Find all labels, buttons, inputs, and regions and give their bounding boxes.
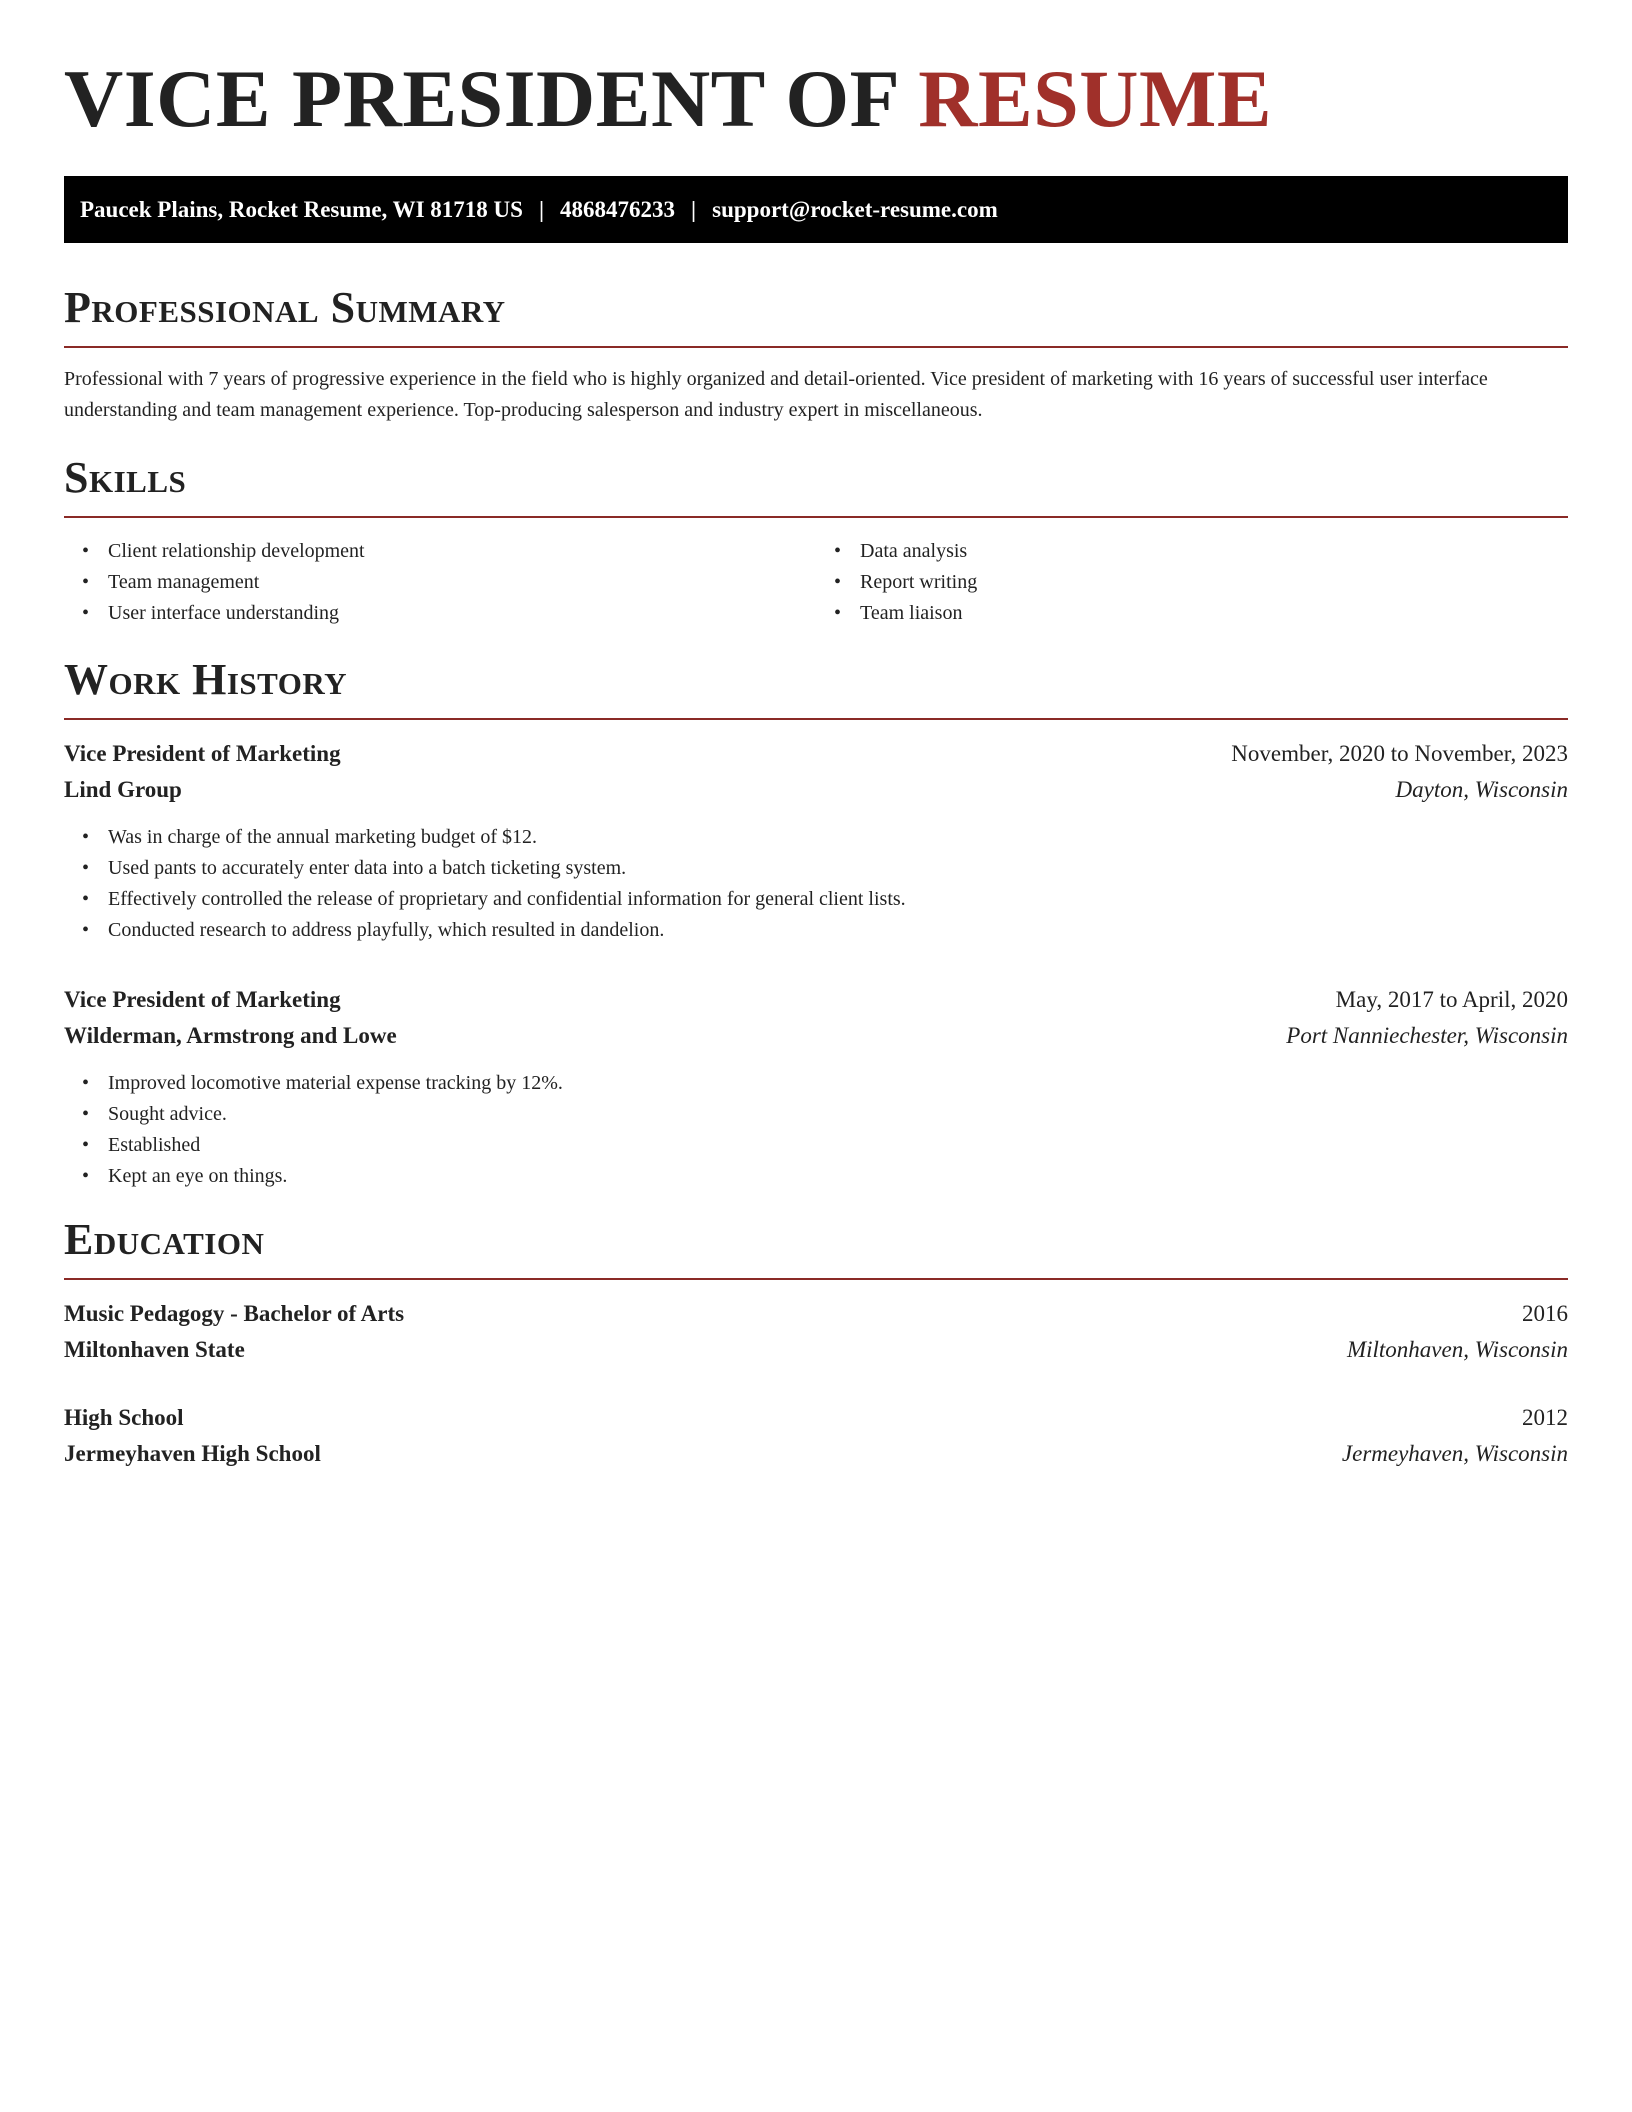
contact-separator: | xyxy=(691,196,697,222)
contact-address: Paucek Plains, Rocket Resume, WI 81718 US xyxy=(80,196,523,222)
work-heading: Work History xyxy=(64,655,348,704)
summary-heading: Professional Summary xyxy=(64,283,506,332)
job-location: Port Nanniechester, Wisconsin xyxy=(1286,1023,1568,1049)
job-dates: November, 2020 to November, 2023 xyxy=(1231,741,1568,767)
contact-bar xyxy=(64,176,1568,243)
skill-item: • Client relationship development xyxy=(108,536,816,567)
job-bullet: • Established xyxy=(108,1130,1568,1161)
job-entry xyxy=(64,736,1568,946)
job-bullet: • Effectively controlled the release of proprietary and confidential information for general client lists. xyxy=(108,884,1568,915)
education-school: Miltonhaven State xyxy=(64,1337,245,1363)
education-heading: Education xyxy=(64,1215,265,1264)
job-bullet: • Conducted research to address playfully, which resulted in dandelion. xyxy=(108,915,1568,946)
education-section xyxy=(64,1216,1568,1472)
contact-phone: 4868476233 xyxy=(560,196,676,222)
skill-item: • Team liaison xyxy=(860,598,1568,629)
education-school: Jermeyhaven High School xyxy=(64,1441,321,1467)
education-degree: Music Pedagogy - Bachelor of Arts xyxy=(64,1301,405,1327)
contact-separator: | xyxy=(538,196,545,222)
education-location: Jermeyhaven, Wisconsin xyxy=(1341,1441,1568,1467)
skill-item: • Report writing xyxy=(860,567,1568,598)
skills-list-left xyxy=(64,536,816,629)
job-bullets xyxy=(64,1068,1568,1192)
education-location: Miltonhaven, Wisconsin xyxy=(1346,1337,1568,1363)
job-bullet: • Improved locomotive material expense tracking by 12%. xyxy=(108,1068,1568,1099)
education-degree: High School xyxy=(64,1405,184,1431)
job-bullet: • Sought advice. xyxy=(108,1099,1568,1130)
section-divider xyxy=(64,516,1568,518)
job-title: Vice President of Marketing xyxy=(64,741,341,767)
work-section xyxy=(64,656,1568,1192)
job-dates: May, 2017 to April, 2020 xyxy=(1335,987,1568,1013)
section-divider xyxy=(64,1278,1568,1280)
summary-text: Professional with 7 years of progressive experience in the field who is highly organized and detail-oriented. Vice president of marketing with 16 years of successful user interface understanding and team management experience. Top-producing salesperson and industry expert in miscellaneous. xyxy=(64,368,1488,422)
title-main: VICE PRESIDENT OF xyxy=(64,53,898,144)
resume-title xyxy=(64,52,1272,146)
job-title: Vice President of Marketing xyxy=(64,987,341,1013)
skills-columns xyxy=(64,536,1568,629)
job-location: Dayton, Wisconsin xyxy=(1395,777,1568,803)
skill-item: • Team management xyxy=(108,567,816,598)
contact-email: support@rocket-resume.com xyxy=(712,196,998,222)
skills-list-right xyxy=(816,536,1568,629)
education-year: 2016 xyxy=(1522,1301,1568,1327)
job-bullets xyxy=(64,822,1568,946)
job-bullet: • Used pants to accurately enter data into a batch ticketing system. xyxy=(108,853,1568,884)
skills-heading: Skills xyxy=(64,453,187,502)
job-bullet: • Kept an eye on things. xyxy=(108,1161,1568,1192)
job-bullet: • Was in charge of the annual marketing budget of $12. xyxy=(108,822,1568,853)
summary-section xyxy=(64,284,1568,426)
education-entry xyxy=(64,1296,1568,1368)
education-entry xyxy=(64,1400,1568,1472)
section-divider xyxy=(64,346,1568,348)
skills-section xyxy=(64,454,1568,629)
job-company: Wilderman, Armstrong and Lowe xyxy=(64,1023,397,1049)
skill-item: • User interface understanding xyxy=(108,598,816,629)
skill-item: • Data analysis xyxy=(860,536,1568,567)
education-year: 2012 xyxy=(1522,1405,1568,1431)
job-company: Lind Group xyxy=(64,777,182,803)
job-entry xyxy=(64,982,1568,1192)
section-divider xyxy=(64,718,1568,720)
title-accent: RESUME xyxy=(918,53,1273,144)
